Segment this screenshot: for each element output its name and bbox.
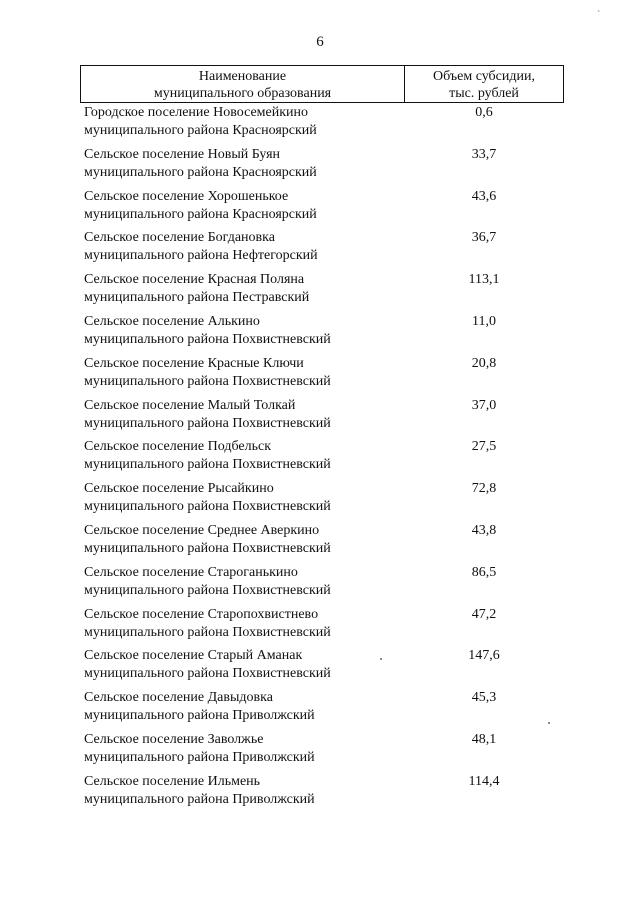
- subsidy-amount: 27,5: [471, 439, 497, 455]
- subsidy-amount: 72,8: [471, 481, 497, 497]
- subsidy-amount: 48,1: [471, 731, 497, 747]
- table-row: [84, 773, 564, 815]
- subsidy-amount: 86,5: [471, 564, 497, 580]
- subsidy-amount: 0,6: [475, 105, 493, 120]
- subsidy-amount: 113,1: [468, 272, 500, 288]
- scan-mark: `: [597, 10, 601, 21]
- municipality-name: Сельское поселение Красная Поляна муниципального района Пестравский: [84, 272, 310, 306]
- municipality-name: Городское поселение Новосемейкино муниципального района Красноярский: [84, 105, 317, 138]
- scan-speck: [548, 722, 550, 724]
- municipality-name: Сельское поселение Красные Ключи муниципального района Похвистневский: [84, 355, 331, 389]
- table-row: [84, 647, 564, 689]
- page-number: 6: [316, 34, 324, 50]
- municipality-name: Сельское поселение Рысайкино муниципального района Похвистневский: [84, 481, 331, 515]
- table-body: [84, 104, 564, 815]
- table-row: [84, 355, 564, 397]
- table-row: [84, 689, 564, 731]
- column-header-name: Наименование муниципального образования: [81, 66, 405, 102]
- scan-speck: [380, 658, 382, 660]
- municipality-name: Сельское поселение Подбельск муниципального района Похвистневский: [84, 439, 331, 473]
- municipality-name: Сельское поселение Старый Аманак муниципального района Похвистневский: [84, 648, 331, 682]
- table-row: [84, 229, 564, 271]
- subsidy-amount: 43,8: [471, 522, 497, 538]
- municipality-name: Сельское поселение Богдановка муниципального района Нефтегорский: [84, 230, 318, 264]
- table-row: [84, 522, 564, 564]
- municipality-name: Сельское поселение Давыдовка муниципального района Приволжский: [84, 690, 315, 724]
- subsidy-amount: 37,0: [471, 397, 497, 413]
- subsidy-amount: 20,8: [471, 355, 497, 371]
- municipality-name: Сельское поселение Новый Буян муниципального района Красноярский: [84, 146, 317, 180]
- municipality-name: Сельское поселение Алькино муниципального района Похвистневский: [84, 313, 331, 347]
- subsidy-amount: 36,7: [471, 230, 497, 246]
- municipality-name: Сельское поселение Заволжье муниципального района Приволжский: [84, 731, 315, 765]
- table-row: [84, 271, 564, 313]
- table-row: [84, 188, 564, 230]
- table-row: [84, 146, 564, 188]
- table-row: [84, 104, 564, 146]
- municipality-name: Сельское поселение Староганькино муниципального района Похвистневский: [84, 564, 331, 598]
- subsidy-amount: 11,0: [472, 313, 496, 329]
- table-row: [84, 397, 564, 439]
- subsidy-amount: 114,4: [468, 773, 500, 789]
- table-row: [84, 480, 564, 522]
- table-row: [84, 731, 564, 773]
- subsidy-amount: 147,6: [468, 648, 500, 664]
- municipality-name: Сельское поселение Хорошенькое муниципального района Красноярский: [84, 188, 317, 222]
- subsidy-amount: 43,6: [471, 188, 497, 204]
- table-row: [84, 606, 564, 648]
- municipality-name: Сельское поселение Старопохвистнево муниципального района Похвистневский: [84, 606, 331, 640]
- column-header-amount: Объем субсидии, тыс. рублей: [433, 69, 535, 101]
- table-row: [84, 438, 564, 480]
- table-row: [84, 564, 564, 606]
- municipality-name: Сельское поселение Ильмень муниципального района Приволжский: [84, 773, 315, 807]
- subsidy-amount: 47,2: [471, 606, 497, 622]
- table-header: [80, 65, 564, 103]
- subsidy-amount: 45,3: [471, 690, 497, 706]
- table-row: [84, 313, 564, 355]
- municipality-name: Сельское поселение Среднее Аверкино муниципального района Похвистневский: [84, 522, 331, 556]
- subsidy-amount: 33,7: [471, 146, 497, 162]
- municipality-name: Сельское поселение Малый Толкай муниципального района Похвистневский: [84, 397, 331, 431]
